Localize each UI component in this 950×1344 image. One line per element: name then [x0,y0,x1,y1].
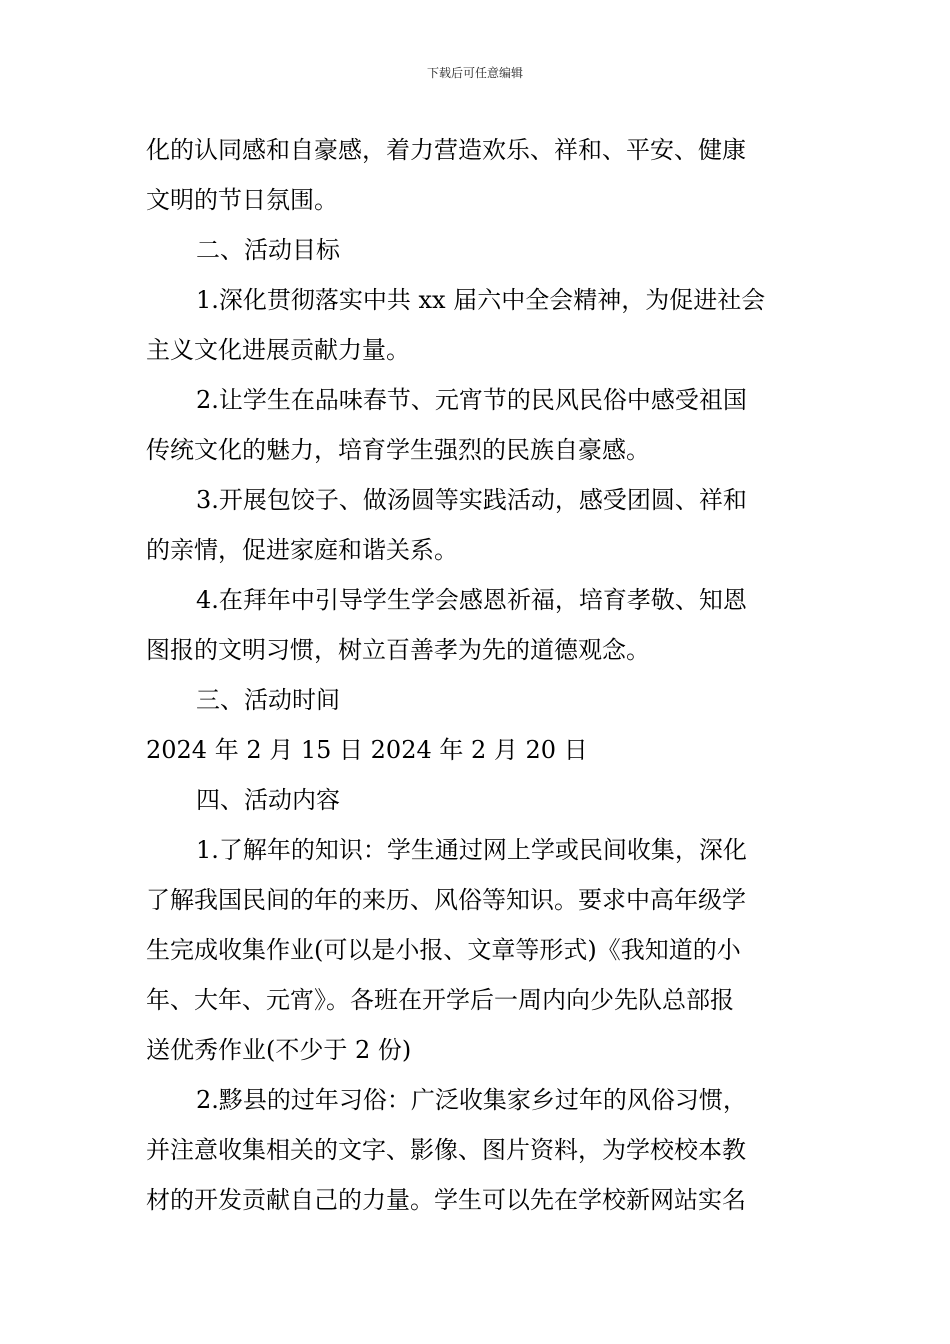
text-line: 二、活动目标 [196,236,340,264]
text-line: 化的认同感和自豪感，着力营造欢乐、祥和、平安、健康 [146,136,746,164]
text-line: 生完成收集作业(可以是小报、文章等形式)《我知道的小 [146,936,741,964]
text-line: 2.让学生在品味春节、元宵节的民风民俗中感受祖国 [196,386,747,414]
text-line: 年、大年、元宵》。各班在开学后一周内向少先队总部报 [146,986,734,1014]
text-line: 1.深化贯彻落实中共 xx 届六中全会精神，为促进社会 [196,286,766,314]
text-line: 主义文化进展贡献力量。 [146,336,410,364]
text-line: 1.了解年的知识：学生通过网上学或民间收集，深化 [196,836,747,864]
text-line: 三、活动时间 [196,686,340,714]
text-line: 3.开展包饺子、做汤圆等实践活动，感受团圆、祥和 [196,486,747,514]
text-line: 传统文化的魅力，培育学生强烈的民族自豪感。 [146,436,650,464]
page-header: 下载后可任意编辑 [426,66,523,80]
text-line: 2.黟县的过年习俗：广泛收集家乡过年的风俗习惯， [196,1086,747,1114]
text-line: 2024 年 2 月 15 日 2024 年 2 月 20 日 [146,736,588,764]
text-line: 并注意收集相关的文字、影像、图片资料，为学校校本教 [146,1136,746,1164]
text-line: 送优秀作业(不少于 2 份) [146,1036,412,1064]
text-line: 4.在拜年中引导学生学会感恩祈福，培育孝敬、知恩 [196,586,747,614]
text-line: 了解我国民间的年的来历、风俗等知识。要求中高年级学 [146,886,746,914]
text-line: 四、活动内容 [196,786,340,814]
text-line: 材的开发贡献自己的力量。学生可以先在学校新网站实名 [146,1186,746,1214]
text-line: 图报的文明习惯，树立百善孝为先的道德观念。 [146,636,650,664]
document-body [146,125,811,1225]
text-line: 文明的节日氛围。 [146,186,338,214]
text-line: 的亲情，促进家庭和谐关系。 [146,536,458,564]
